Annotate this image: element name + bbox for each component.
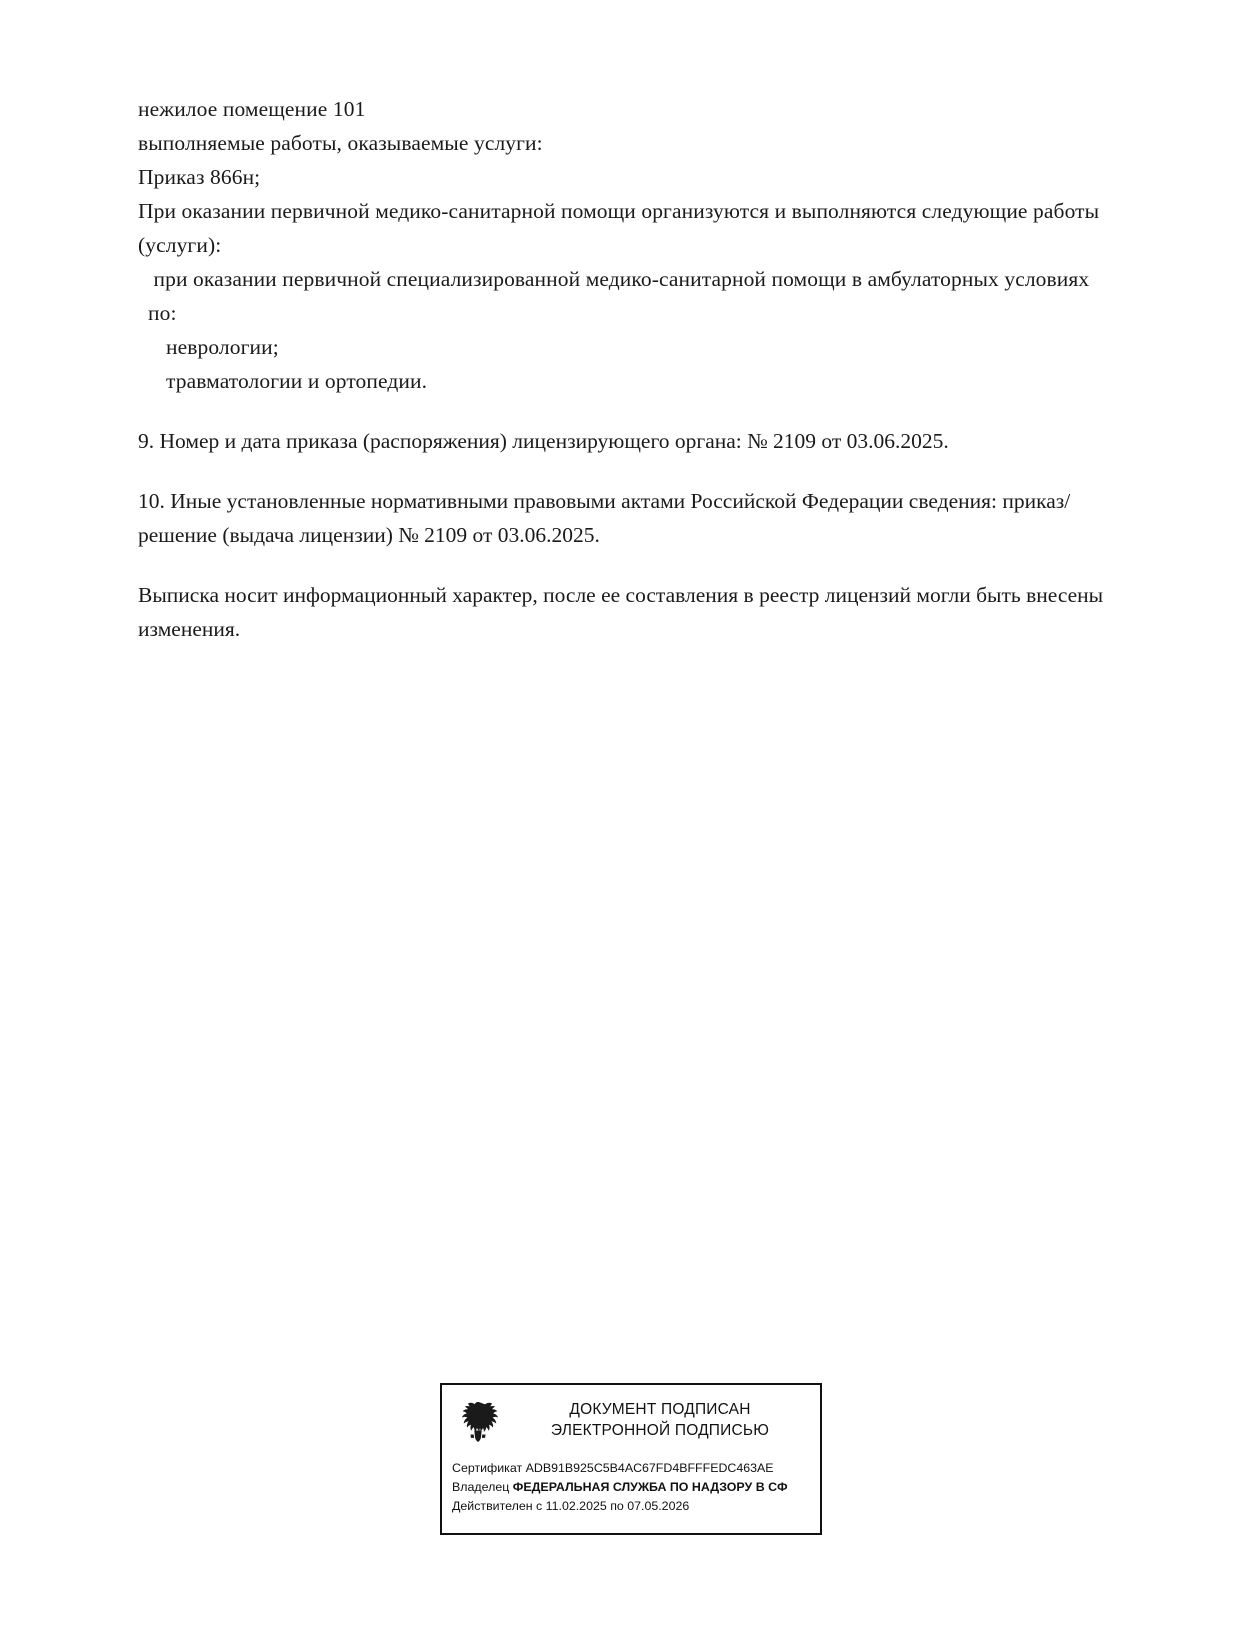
electronic-signature-stamp	[440, 1383, 822, 1535]
text-line-premises: нежилое помещение 101	[138, 97, 366, 121]
stamp-certificate-label: Сертификат	[452, 1461, 523, 1475]
clause-10: 10. Иные установленные нормативными правовыми актами Российской Федерации сведения: приказ/решение (выдача лицензии) № 2109 от 03.06.2025.	[138, 489, 1071, 547]
stamp-owner-row	[452, 1478, 814, 1497]
double-headed-eagle-emblem-icon	[450, 1397, 506, 1453]
stamp-title-line-1: ДОКУМЕНТ ПОДПИСАН	[569, 1401, 751, 1418]
text-line-order-866n: Приказ 866н;	[138, 165, 261, 189]
text-line-primary-care-intro: При оказании первичной медико-санитарной помощи организуются и выполняются следующие работы (услуги):	[138, 199, 1105, 257]
stamp-owner-label: Владелец	[452, 1480, 510, 1494]
stamp-details	[442, 1453, 820, 1516]
stamp-validity-row	[452, 1497, 814, 1516]
stamp-validity-label: Действителен	[452, 1499, 533, 1513]
text-line-works-services-header: выполняемые работы, оказываемые услуги:	[138, 131, 543, 155]
spacer	[138, 552, 1104, 578]
stamp-validity-value: с 11.02.2025 по 07.05.2026	[536, 1499, 690, 1513]
stamp-certificate-row	[452, 1459, 814, 1478]
stamp-header	[442, 1385, 820, 1453]
document-body	[138, 92, 1104, 646]
stamp-title	[506, 1395, 814, 1441]
spacer	[138, 398, 1104, 424]
spacer	[138, 458, 1104, 484]
text-line-specialized-outpatient: при оказании первичной специализированной медико-санитарной помощи в амбулаторных условиях по:	[148, 267, 1095, 325]
clause-9: 9. Номер и дата приказа (распоряжения) лицензирующего органа: № 2109 от 03.06.2025.	[138, 429, 949, 453]
stamp-title-line-2: ЭЛЕКТРОННОЙ ПОДПИСЬЮ	[550, 1422, 770, 1439]
text-line-traumatology-orthopedics: травматологии и ортопедии.	[166, 369, 428, 393]
stamp-owner-value: ФЕДЕРАЛЬНАЯ СЛУЖБА ПО НАДЗОРУ В СФ	[512, 1480, 788, 1494]
informational-note: Выписка носит информационный характер, после ее составления в реестр лицензий могли быть внесены изменения.	[138, 583, 1104, 641]
stamp-certificate-value: ADB91B925C5B4AC67FD4BFFFEDC463AE	[525, 1461, 774, 1475]
text-line-neurology: неврологии;	[166, 335, 279, 359]
